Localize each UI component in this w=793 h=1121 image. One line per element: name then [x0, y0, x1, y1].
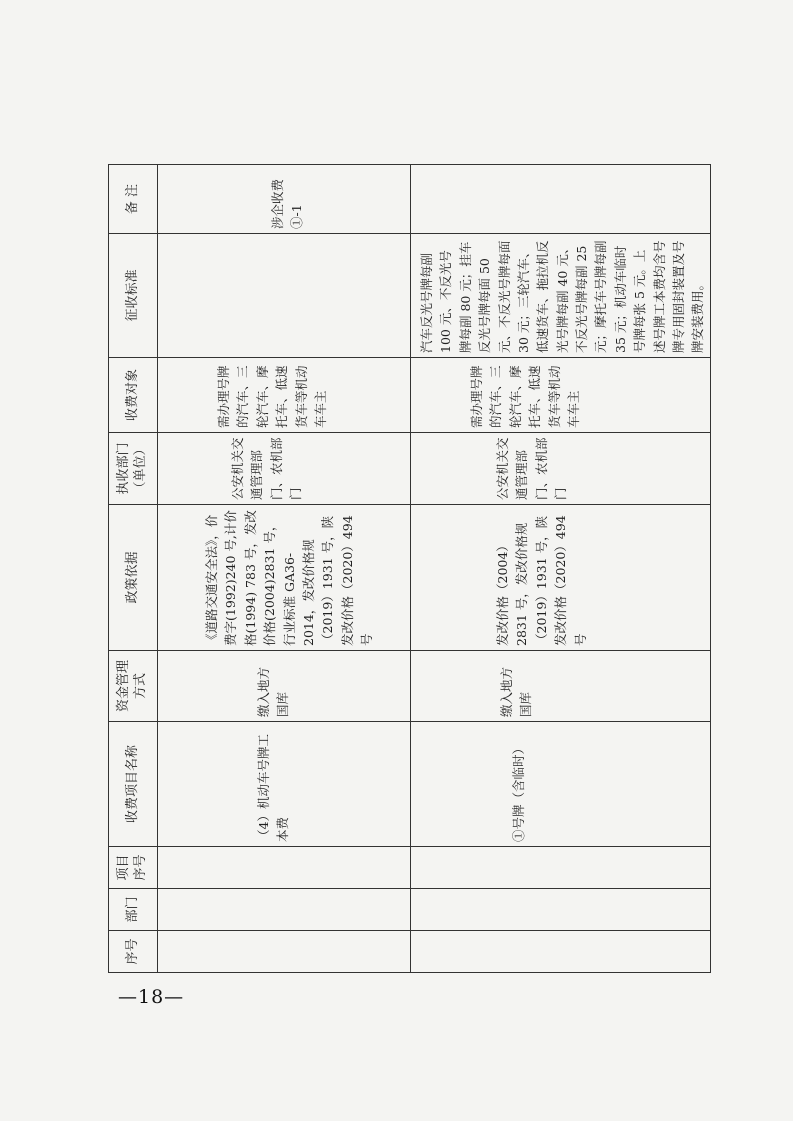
cell-standard: 汽车反光号牌每副 100 元、不反光号牌每副 80 元；挂车反光号牌每面 50 元、不反光号牌每面 30 元；三轮汽车、低速货车、拖拉机反光号牌每副 40 元、不反光号牌每副 25 元；摩托车号牌每副 35 元；机动车临时号牌每张 5 元。上述号牌工本费均含号牌专用固封装置及号牌安装费用。: [411, 234, 711, 358]
header-object: 收费对象: [109, 358, 158, 433]
header-policy: 政策依据: [109, 505, 158, 651]
cell-remark: 涉企收费①-1: [158, 165, 411, 234]
cell-dept: [158, 889, 411, 931]
header-dept: 部门: [109, 889, 158, 931]
cell-exec: 公安机关交通管理部门、农机部门: [411, 433, 711, 505]
cell-exec: 公安机关交通管理部门、农机部门: [158, 433, 411, 505]
header-seq: 序号: [109, 931, 158, 973]
table-header-row: [109, 165, 158, 973]
cell-fund: 缴入地方国库: [158, 651, 411, 722]
header-remark: 备 注: [109, 165, 158, 234]
cell-seq: [411, 931, 711, 973]
table-row: [158, 165, 411, 973]
header-exec: 执收部门（单位）: [109, 433, 158, 505]
cell-object: 需办理号牌的汽车、三轮汽车、摩托车、低速货车等机动车车主: [158, 358, 411, 433]
cell-policy: 发改价格（2004）2831 号，发改价格规（2019）1931 号，陕发改价格（2020）494 号: [411, 505, 711, 651]
cell-remark: [411, 165, 711, 234]
fee-table: [108, 164, 711, 973]
header-item-seq: 项目序号: [109, 847, 158, 889]
cell-item-seq: [411, 847, 711, 889]
header-item-name: 收费项目名称: [109, 722, 158, 847]
cell-item-name: （4）机动车号牌工本费: [158, 722, 411, 847]
cell-item-name: ①号牌（含临时）: [411, 722, 711, 847]
header-fund: 资金管理方式: [109, 651, 158, 722]
cell-item-seq: [158, 847, 411, 889]
cell-policy: 《道路交通安全法》，价费字(1992)240 号,计价格(1994) 783 号，发改价格(2004)2831 号，行业标准 GA36-2014，发改价格规（2019）1931 号，陕发改价格（2020）494 号: [158, 505, 411, 651]
cell-standard: [158, 234, 411, 358]
table-row: [411, 165, 711, 973]
cell-fund: 缴入地方国库: [411, 651, 711, 722]
header-standard: 征收标准: [109, 234, 158, 358]
cell-dept: [411, 889, 711, 931]
page-number: —18—: [118, 986, 185, 1008]
cell-seq: [158, 931, 411, 973]
cell-object: 需办理号牌的汽车、三轮汽车、摩托车、低速货车等机动车车主: [411, 358, 711, 433]
fee-table-rotated: [108, 165, 706, 973]
